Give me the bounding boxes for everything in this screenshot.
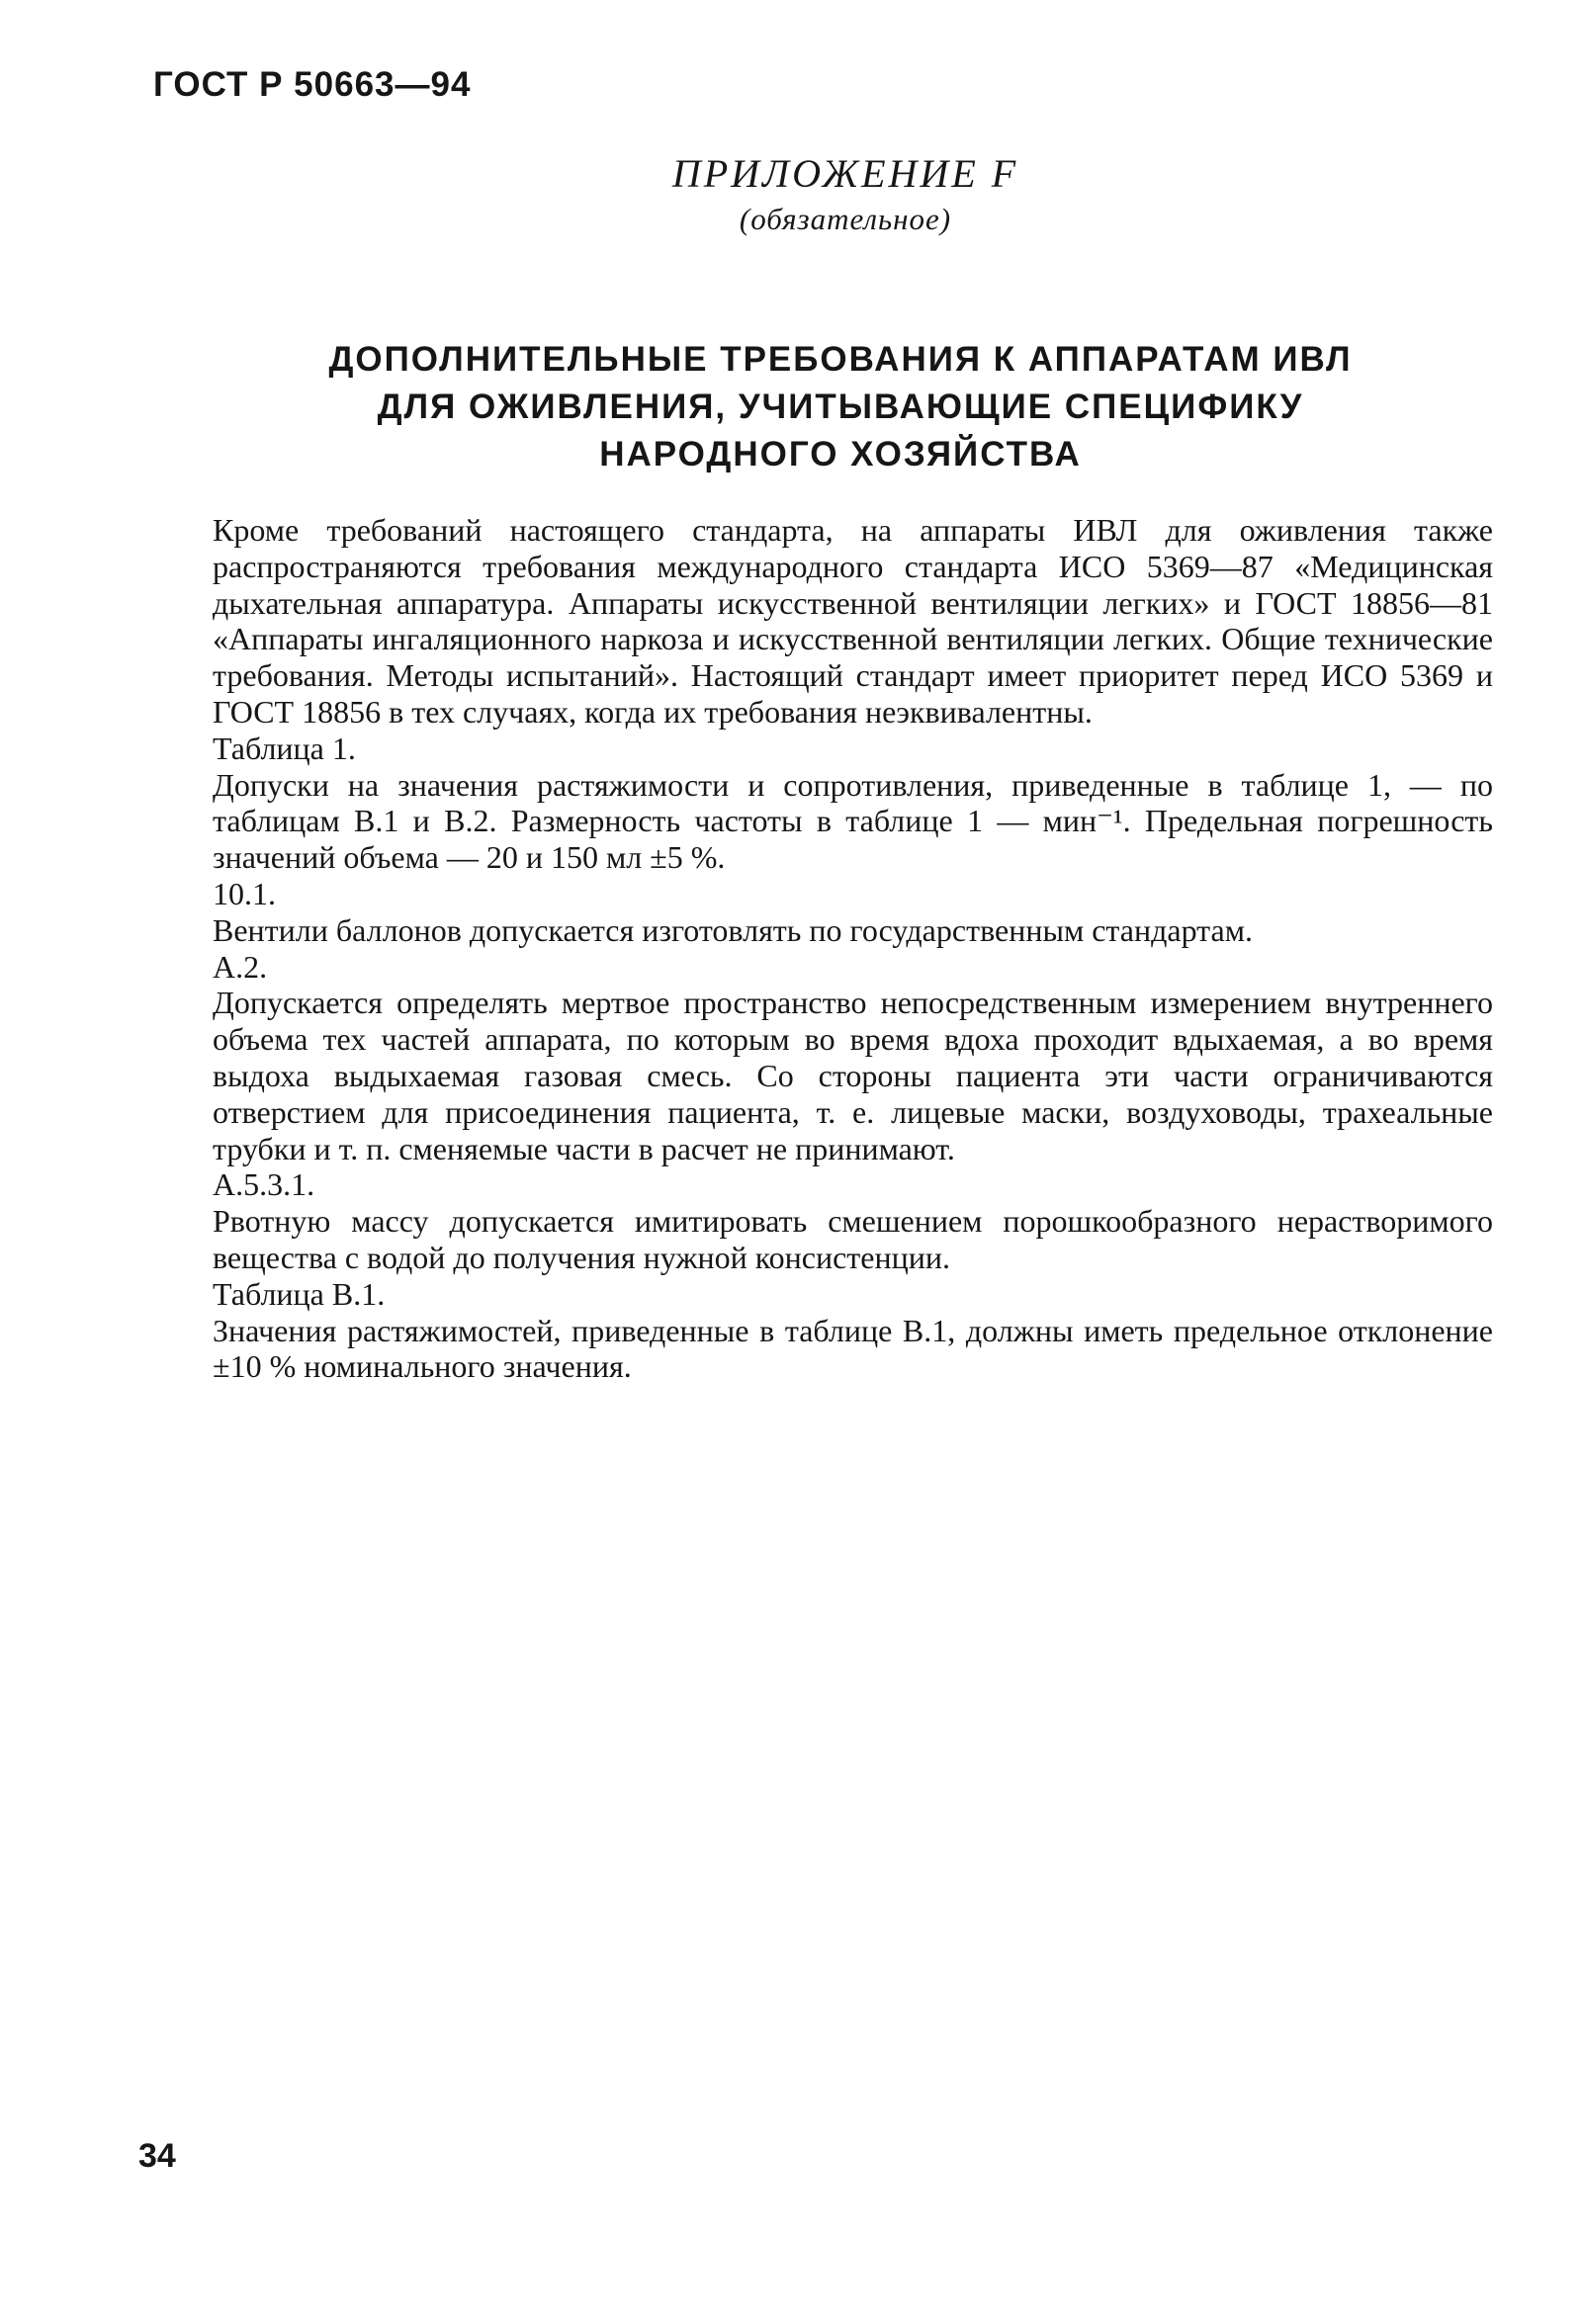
- reference-label: Таблица В.1.: [213, 1275, 386, 1312]
- paragraph: Вентили баллонов допускается изготовлять по государственным стандартам.: [213, 911, 1253, 948]
- paragraph: Допуски на значения растяжимости и сопротивления, приведенные в таблице 1, — по таблицам В.1 и В.2. Размерность частоты в таблице 1 — мин⁻¹. Предельная погрешность значений объема — 20 и 150 мл ±5 %.: [213, 766, 1493, 876]
- page-number: 34: [138, 2137, 176, 2175]
- reference-label: Таблица 1.: [213, 730, 356, 766]
- intro-paragraph: Кроме требований настоящего стандарта, на аппараты ИВЛ для оживления также распространяются требования международного стандарта ИСО 5369—87 «Медицинская дыхательная аппаратура. Аппараты искусственной вентиляции легких» и ГОСТ 18856—81 «Аппараты ингаляционного наркоза и искусственной вентиляции легких. Общие технические требования. Методы испытаний». Настоящий стандарт имеет приоритет перед ИСО 5369 и ГОСТ 18856 в тех случаях, когда их требования неэквивалентны.: [213, 512, 1493, 730]
- appendix-title: ПРИЛОЖЕНИЕ F: [671, 151, 1019, 196]
- body-text: [213, 512, 1493, 1385]
- paragraph: Значения растяжимостей, приведенные в таблице В.1, должны иметь предельное отклонение ±10 % номинального значения.: [213, 1312, 1493, 1385]
- reference-label: А.5.3.1.: [213, 1166, 315, 1203]
- heading-line: ДОПОЛНИТЕЛЬНЫЕ ТРЕБОВАНИЯ К АППАРАТАМ ИВЛ: [328, 340, 1353, 379]
- heading-line: НАРОДНОГО ХОЗЯЙСТВА: [599, 435, 1082, 473]
- paragraph: Рвотную массу допускается имитировать смешением порошкообразного нерастворимого вещества с водой до получения нужной консистенции.: [213, 1203, 1493, 1275]
- reference-label: А.2.: [213, 948, 268, 985]
- appendix-status: (обязательное): [739, 202, 952, 236]
- standard-number-header: ГОСТ Р 50663—94: [153, 65, 472, 104]
- reference-label: 10.1.: [213, 875, 276, 911]
- section-heading: [237, 336, 1444, 478]
- heading-line: ДЛЯ ОЖИВЛЕНИЯ, УЧИТЫВАЮЩИЕ СПЕЦИФИКУ: [377, 387, 1304, 426]
- paragraph: Допускается определять мертвое пространство непосредственным измерением внутреннего объема тех частей аппарата, по которым во время вдоха проходит вдыхаемая, а во время выдоха выдыхаемая газовая смесь. Со стороны пациента эти части ограничиваются отверстием для присоединения пациента, т. е. лицевые маски, воздуховоды, трахеальные трубки и т. п. сменяемые части в расчет не принимают.: [213, 985, 1493, 1166]
